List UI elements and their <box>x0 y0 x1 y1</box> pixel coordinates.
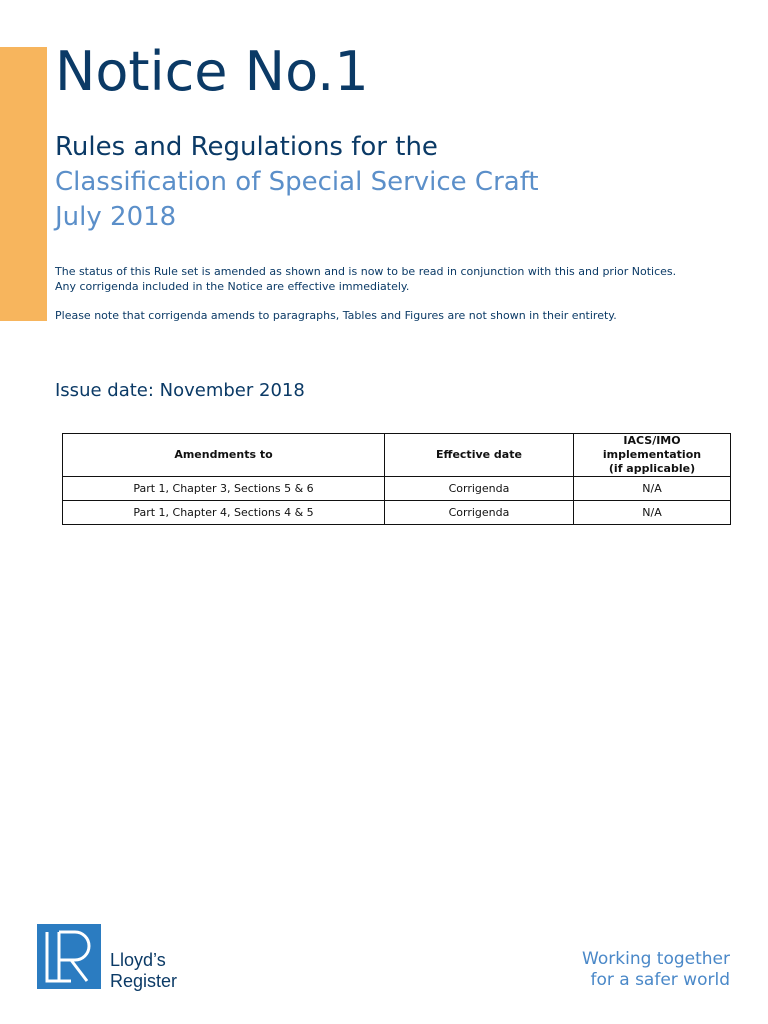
amendments-table <box>62 433 731 525</box>
table-row <box>63 477 731 501</box>
header-effective-date: Effective date <box>385 434 574 477</box>
cell-amendment: Part 1, Chapter 3, Sections 5 & 6 <box>63 477 385 501</box>
logo-wordmark <box>110 950 177 992</box>
lr-logo-icon <box>37 924 101 989</box>
tagline-line1: Working together <box>582 949 730 969</box>
table-row <box>63 501 731 525</box>
status-line-2: Any corrigenda included in the Notice are effective immediately. <box>55 280 410 293</box>
cell-effective-date: Corrigenda <box>385 501 574 525</box>
status-line-1: The status of this Rule set is amended as shown and is now to be read in conjunction with this and prior Notices. <box>55 265 677 278</box>
issue-date: Issue date: November 2018 <box>55 380 305 401</box>
cell-amendment: Part 1, Chapter 4, Sections 4 & 5 <box>63 501 385 525</box>
subtitle <box>55 130 539 235</box>
lloyds-register-logo <box>37 924 187 994</box>
subtitle-rules: Rules and Regulations for the <box>55 132 438 162</box>
table-header-row <box>63 434 731 477</box>
cell-effective-date: Corrigenda <box>385 477 574 501</box>
subtitle-date: July 2018 <box>55 202 177 232</box>
header-amendments: Amendments to <box>63 434 385 477</box>
status-paragraph <box>55 264 745 294</box>
page-title: Notice No.1 <box>55 40 369 103</box>
tagline-line2: for a safer world <box>590 970 730 990</box>
logo-line-lloyds: Lloyd’s <box>110 950 166 970</box>
intro-text <box>55 264 745 337</box>
corrigenda-note <box>55 308 745 323</box>
header-iacs-line1: IACS/IMO implementation <box>602 434 702 461</box>
tagline <box>582 949 730 991</box>
subtitle-classification: Classification of Special Service Craft <box>55 167 539 197</box>
accent-bar <box>0 47 47 321</box>
cell-iacs: N/A <box>574 501 731 525</box>
cell-iacs: N/A <box>574 477 731 501</box>
header-iacs <box>574 434 731 477</box>
corrigenda-line: Please note that corrigenda amends to paragraphs, Tables and Figures are not shown in their entirety. <box>55 309 617 322</box>
logo-line-register: Register <box>110 971 178 991</box>
header-iacs-line2: (if applicable) <box>608 462 696 475</box>
